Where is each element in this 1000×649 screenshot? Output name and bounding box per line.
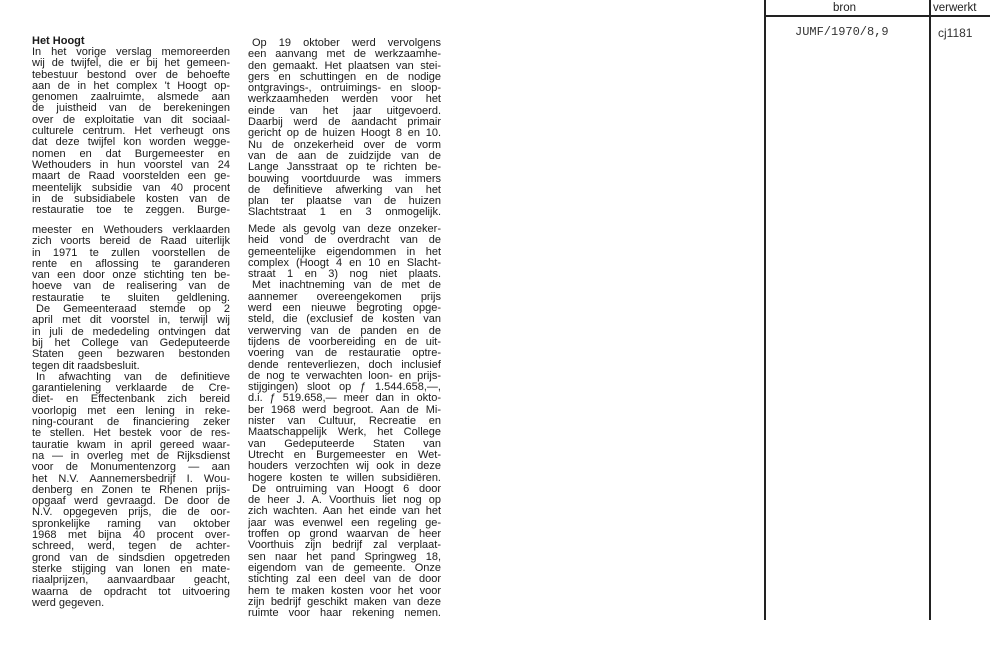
text-line: jaar was evenwel een regeling ge- xyxy=(248,517,441,529)
text-line: rente en aflossing te garanderen xyxy=(32,258,230,270)
text-line: spronkelijke raming van oktober xyxy=(32,518,230,530)
text-line: grond van de sindsdien opgetreden xyxy=(32,552,230,564)
text-line: Staten geen bezwaren bestonden xyxy=(32,349,230,361)
cell-verwerkt: cj1181 xyxy=(938,26,973,40)
text-line: werd een nieuwe begroting opge- xyxy=(248,303,441,315)
text-line: hogere kosten te willen subsidiëren. xyxy=(248,472,441,484)
text-line: In het vorige verslag memoreerden xyxy=(32,47,230,58)
text-line: 1968 met bijna 40 procent over- xyxy=(32,530,230,542)
text-line: sen naar het pand Springweg 18, xyxy=(248,551,441,563)
text-line: ruimte voor haar rekening nemen. xyxy=(248,608,441,620)
text-line: in juli de mededeling ontvingen dat xyxy=(32,326,230,338)
text-line: tegen dit raadsbesluit. xyxy=(32,359,140,372)
text-line: de nog te verwachten loon- en prijs- xyxy=(248,370,441,382)
text-line: steld, die (exclusief de kosten van xyxy=(248,314,441,326)
text-line: straat 1 en 3) nog niet plaats. xyxy=(248,269,441,281)
text-line: na — in overleg met de Rijksdienst xyxy=(32,450,230,462)
text-line: over de exploitatie van dit sociaal- xyxy=(32,114,230,126)
text-line: aannemer overeengekomen prijs xyxy=(248,291,441,303)
text-line: waarna de opdracht tot uitvoering xyxy=(32,586,230,598)
text-line: zijn bedrijf geschikt maken van deze xyxy=(248,596,441,608)
text-line: restauratie toe te zeggen. Burge- xyxy=(32,205,230,217)
text-line: eigendom van de gemeente. Onze xyxy=(248,562,441,574)
text-line: voorlopig met een lening in reke- xyxy=(32,405,230,417)
cell-bron: JUMF/1970/8,9 xyxy=(795,25,889,39)
text-line: werd gegeven. xyxy=(32,596,105,609)
column-1-block-2 xyxy=(32,225,230,609)
text-line: Op 19 oktober werd vervolgens xyxy=(252,38,441,49)
text-line: de juistheid van de berekeningen xyxy=(32,103,230,115)
text-line: dende renteverliezen, doch inclusief xyxy=(248,359,441,371)
table-left-border xyxy=(764,0,766,620)
text-line: in 1971 te zullen voorstellen de xyxy=(32,247,230,259)
text-line: de heer J. A. Voorthuis liet nog op xyxy=(248,495,441,507)
text-line: tijdens de voorbereiding en de uit- xyxy=(248,336,441,348)
table-header-divider xyxy=(764,15,990,17)
text-line: diet- en Effectenbank zich bereid xyxy=(32,394,230,406)
text-line: een aanvang met de werkzaamhe- xyxy=(248,49,441,61)
text-line: wij de twijfel, die er bij het gemeen- xyxy=(32,58,230,70)
text-line: hem te maken kosten voor het voor xyxy=(248,585,441,597)
text-line: Mede als gevolg van deze onzeker- xyxy=(248,224,441,235)
text-line: In afwachting van de definitieve xyxy=(36,371,230,383)
text-line: Voorthuis zijn bedrijf zal verplaat- xyxy=(248,540,441,552)
text-line: te stellen. Het bestek voor de res- xyxy=(32,428,230,440)
text-line: in de subsidiabele kosten van de xyxy=(32,193,230,205)
text-line: Daarbij werd de aandacht primair xyxy=(248,117,441,129)
text-line: gemeentelijke eigendommen in het xyxy=(248,246,441,258)
text-line: van Gedeputeerde Staten van xyxy=(248,438,441,450)
text-line: Slachtstraat 1 en 3 onmogelijk. xyxy=(248,207,441,219)
text-line: gericht op de huizen Hoogt 8 en 10. xyxy=(248,128,441,140)
text-line: gers en schuttingen en de nodige xyxy=(248,71,441,83)
text-line: De Gemeenteraad stemde op 2 xyxy=(36,304,230,316)
header-verwerkt: verwerkt xyxy=(933,2,977,14)
text-line: Wethouders in hun voorstel van 24 xyxy=(32,159,230,171)
header-bron: bron xyxy=(833,2,857,14)
text-line: zich wachten. Aan het einde van het xyxy=(248,506,441,518)
text-line: den gemaakt. Het plaatsen van stei- xyxy=(248,60,441,72)
text-line: meentelijk subsidie van 40 procent xyxy=(32,182,230,194)
text-line: einde van het jaar uitgevoerd. xyxy=(248,105,441,117)
table-column-divider xyxy=(929,0,931,620)
text-line: Lange Jansstraat op te richten be- xyxy=(248,162,441,174)
column-2-block-1 xyxy=(248,38,441,219)
text-line: genomen zaalruimte, alsmede aan xyxy=(32,92,230,104)
text-line: tebestuur bestond over de behoefte xyxy=(32,69,230,81)
text-line: ning-courant de financiering zeker xyxy=(32,417,230,429)
text-line: complex (Hoogt 4 en 10 en Slacht- xyxy=(248,257,441,269)
text-line: riaalprijzen, aanvaardbaar geacht, xyxy=(32,575,230,587)
text-line: bij het College van Gedeputeerde xyxy=(32,337,230,349)
article-heading: Het Hoogt xyxy=(32,35,85,47)
text-line: plan ter plaatse van de huizen xyxy=(248,196,441,208)
text-line: troffen op grond waarvan de heer xyxy=(248,529,441,541)
text-line: tauratie kwam in april gereed waar- xyxy=(32,439,230,451)
text-line: nomen en dat Burgemeester en xyxy=(32,148,230,160)
text-line: werkzaamheden werden voor het xyxy=(248,94,441,106)
text-line: meester en Wethouders verklaarden xyxy=(32,225,230,236)
text-line: heid vond de overdracht van de xyxy=(248,235,441,247)
text-line: sterke stijging van lonen en mate- xyxy=(32,563,230,575)
text-line: nister van Cultuur, Recreatie en xyxy=(248,416,441,428)
text-line: van de aan de zuidzijde van de xyxy=(248,150,441,162)
text-line: denberg en Zonen te Rhenen prijs- xyxy=(32,484,230,496)
text-line: het N.V. Aannemersbedrijf I. Wou- xyxy=(32,473,230,485)
text-line: ontgravings-, ontruimings- en sloop- xyxy=(248,83,441,95)
text-line: voor de Monumentenzorg — aan xyxy=(32,462,230,474)
text-line: dat deze twijfel kon worden wegge- xyxy=(32,137,230,149)
text-line: culturele centrum. Het verheugt ons xyxy=(32,126,230,138)
text-line: de definitieve afwerking van het xyxy=(248,184,441,196)
text-line: Nu de onzekerheid over de vorm xyxy=(248,139,441,151)
text-line: houders verzochten wij ook in deze xyxy=(248,461,441,473)
text-line: zich voorts bereid de Raad uiterlijk xyxy=(32,236,230,248)
text-line: stijgingen) sloot op ƒ 1.544.658,—, xyxy=(248,382,441,394)
text-line: hoeve van de realisering van de xyxy=(32,281,230,293)
text-line: verwerving van de panden en de xyxy=(248,325,441,337)
text-line: ber 1968 werd begroot. Aan de Mi- xyxy=(248,404,441,416)
text-line: van een door onze stichting ten be- xyxy=(32,270,230,282)
text-line: aan de in het complex 't Hoogt op- xyxy=(32,80,230,92)
text-line: opgaaf werd gevraagd. De door de xyxy=(32,496,230,508)
text-line: restauratie te sluiten geldlening. xyxy=(32,292,230,304)
text-line: maart de Raad voorstelden een ge- xyxy=(32,171,230,183)
text-line: d.i. ƒ 519.658,— meer dan in okto- xyxy=(248,393,441,405)
text-line: stichting zal een deel van de door xyxy=(248,574,441,586)
text-line: bouwing voortduurde was immers xyxy=(248,173,441,185)
column-2-block-2 xyxy=(248,224,441,619)
text-line: april met dit voorstel in, terwijl wij xyxy=(32,315,230,327)
text-line: voering van de restauratie optre- xyxy=(248,348,441,360)
text-line: schreed, werd, tegen de achter- xyxy=(32,541,230,553)
text-line: Met inachtneming van de met de xyxy=(252,280,441,292)
column-1-block-1 xyxy=(32,47,230,216)
text-line: N.V. opgegeven prijs, die de oor- xyxy=(32,507,230,519)
text-line: Utrecht en Burgemeester en Wet- xyxy=(248,449,441,461)
text-line: De ontruiming van Hoogt 6 door xyxy=(252,483,441,495)
text-line: garantielening verklaarde de Cre- xyxy=(32,383,230,395)
text-line: Maatschappelijk Werk, het College xyxy=(248,427,441,439)
